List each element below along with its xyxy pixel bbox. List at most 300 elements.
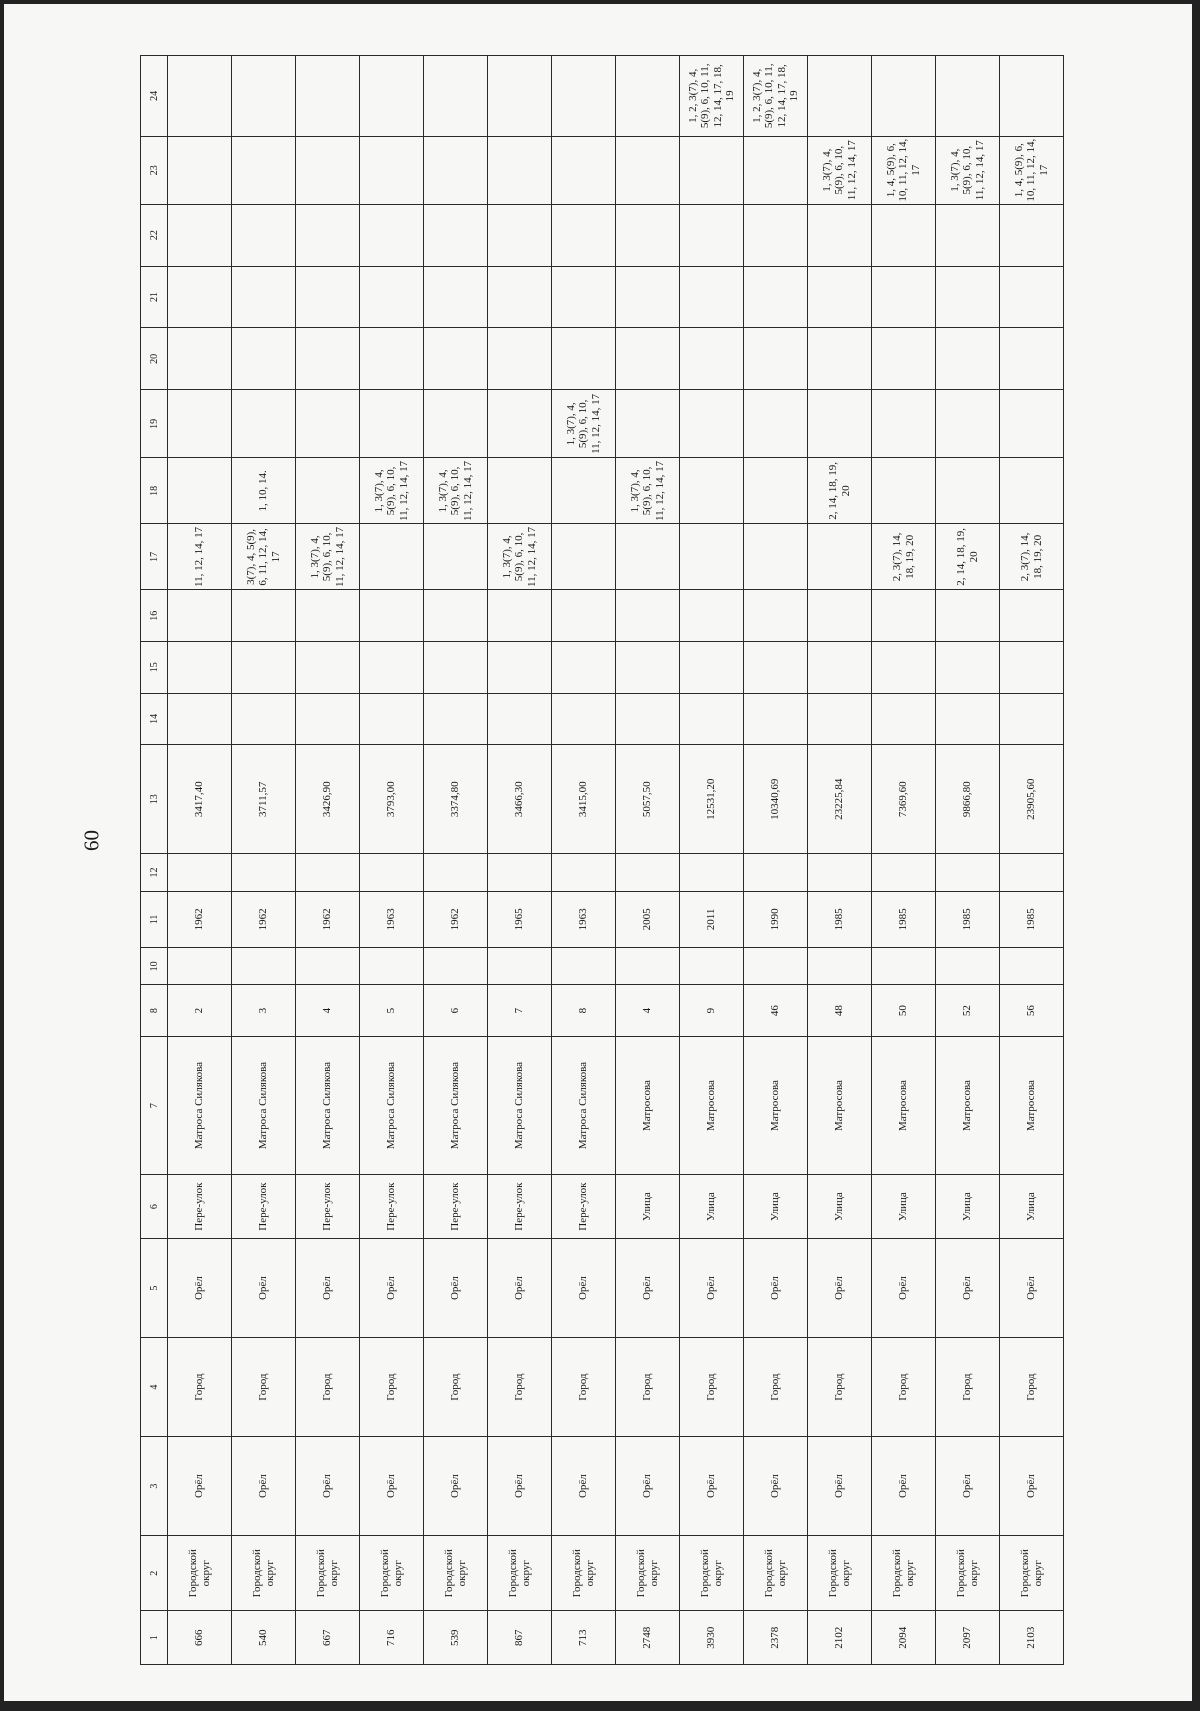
street-cell: Матросова (744, 1036, 808, 1174)
settlement-type-cell: Город (1000, 1338, 1064, 1437)
works-col-17-cell (808, 524, 872, 590)
street-cell: Матроса Силякова (360, 1036, 424, 1174)
column-number: 19 (141, 390, 168, 458)
works-col-18-cell: 2, 14, 18, 19, 20 (808, 458, 872, 524)
record-id: 3930 (680, 1611, 744, 1665)
table-row (232, 56, 296, 1665)
municipality-cell: Орёл (424, 1437, 488, 1536)
year-built-cell: 1963 (552, 891, 616, 948)
empty-cell (744, 328, 808, 390)
empty-cell (680, 948, 744, 985)
district-cell: Городской округ (808, 1536, 872, 1611)
area-cell: 3415,00 (552, 745, 616, 854)
house-number-cell: 9 (680, 985, 744, 1037)
street-type-cell: Улица (808, 1175, 872, 1239)
works-col-17-cell (680, 524, 744, 590)
column-number: 20 (141, 328, 168, 390)
district-cell: Городской округ (872, 1536, 936, 1611)
settlement-cell: Орёл (1000, 1239, 1064, 1338)
house-number-cell: 6 (424, 985, 488, 1037)
empty-cell (872, 266, 936, 328)
municipality-cell: Орёл (680, 1437, 744, 1536)
column-number: 5 (141, 1239, 168, 1338)
column-number: 1 (141, 1611, 168, 1665)
settlement-cell: Орёл (296, 1239, 360, 1338)
works-col-23-cell: 1, 3(7), 4, 5(9), 6, 10, 11, 12, 14, 17 (808, 136, 872, 204)
empty-cell (424, 948, 488, 985)
empty-cell (232, 948, 296, 985)
area-cell: 3417,40 (168, 745, 232, 854)
works-col-17-cell (744, 524, 808, 590)
year-built-cell: 1962 (168, 891, 232, 948)
street-type-cell: Улица (1000, 1175, 1064, 1239)
works-col-24-cell (872, 56, 936, 137)
works-col-18-cell (936, 458, 1000, 524)
year-built-cell: 1963 (360, 891, 424, 948)
table-row (808, 56, 872, 1665)
record-id: 539 (424, 1611, 488, 1665)
empty-cell (744, 641, 808, 693)
empty-cell (360, 590, 424, 642)
street-cell: Матроса Силякова (424, 1036, 488, 1174)
empty-cell (616, 948, 680, 985)
settlement-type-cell: Город (168, 1338, 232, 1437)
empty-cell (616, 590, 680, 642)
empty-cell (232, 590, 296, 642)
table-row (488, 56, 552, 1665)
area-cell: 10340,69 (744, 745, 808, 854)
empty-cell (232, 266, 296, 328)
street-cell: Матросова (872, 1036, 936, 1174)
empty-cell (488, 328, 552, 390)
record-id: 540 (232, 1611, 296, 1665)
year-built-cell: 2011 (680, 891, 744, 948)
works-col-17-cell: 3(7), 4, 5(9), 6, 11, 12, 14, 17 (232, 524, 296, 590)
table-row (872, 56, 936, 1665)
column-number: 16 (141, 590, 168, 642)
works-col-23-cell (488, 136, 552, 204)
empty-cell (552, 204, 616, 266)
table-row (936, 56, 1000, 1665)
record-id: 2748 (616, 1611, 680, 1665)
empty-cell (296, 948, 360, 985)
street-cell: Матросова (936, 1036, 1000, 1174)
year-built-cell: 1965 (488, 891, 552, 948)
works-col-19-cell (680, 390, 744, 458)
works-col-19-cell (616, 390, 680, 458)
empty-cell (872, 204, 936, 266)
empty-cell (360, 328, 424, 390)
settlement-type-cell: Город (872, 1338, 936, 1437)
street-type-cell: Пере-улок (424, 1175, 488, 1239)
empty-cell (424, 328, 488, 390)
works-col-24-cell (552, 56, 616, 137)
empty-cell (424, 266, 488, 328)
works-col-24-cell (296, 56, 360, 137)
empty-cell (872, 854, 936, 891)
empty-cell (616, 641, 680, 693)
works-col-17-cell (360, 524, 424, 590)
municipality-cell: Орёл (872, 1437, 936, 1536)
works-col-19-cell (296, 390, 360, 458)
year-built-cell: 1985 (808, 891, 872, 948)
works-col-19-cell (936, 390, 1000, 458)
house-number-cell: 4 (616, 985, 680, 1037)
area-cell: 5057,50 (616, 745, 680, 854)
empty-cell (872, 693, 936, 745)
works-col-17-cell: 11, 12, 14, 17 (168, 524, 232, 590)
works-col-17-cell (616, 524, 680, 590)
works-col-17-cell: 2, 3(7), 14, 18, 19, 20 (872, 524, 936, 590)
empty-cell (360, 204, 424, 266)
column-number: 21 (141, 266, 168, 328)
record-id: 2103 (1000, 1611, 1064, 1665)
empty-cell (680, 854, 744, 891)
settlement-type-cell: Город (936, 1338, 1000, 1437)
empty-cell (936, 641, 1000, 693)
empty-cell (360, 266, 424, 328)
municipality-cell: Орёл (744, 1437, 808, 1536)
table-row (424, 56, 488, 1665)
empty-cell (808, 266, 872, 328)
empty-cell (488, 266, 552, 328)
house-number-cell: 48 (808, 985, 872, 1037)
settlement-cell: Орёл (616, 1239, 680, 1338)
area-cell: 3426,90 (296, 745, 360, 854)
works-col-24-cell (360, 56, 424, 137)
street-type-cell: Пере-улок (360, 1175, 424, 1239)
settlement-cell: Орёл (680, 1239, 744, 1338)
municipality-cell: Орёл (488, 1437, 552, 1536)
empty-cell (424, 854, 488, 891)
empty-cell (1000, 693, 1064, 745)
works-col-24-cell (808, 56, 872, 137)
empty-cell (488, 948, 552, 985)
area-cell: 3374,80 (424, 745, 488, 854)
column-number: 14 (141, 693, 168, 745)
works-col-19-cell (808, 390, 872, 458)
works-col-17-cell: 1, 3(7), 4, 5(9), 6, 10, 11, 12, 14, 17 (296, 524, 360, 590)
works-col-23-cell (232, 136, 296, 204)
rotated-table-area (140, 55, 1050, 1665)
table-body (168, 56, 1064, 1665)
works-col-17-cell: 2, 14, 18, 19, 20 (936, 524, 1000, 590)
year-built-cell: 1985 (1000, 891, 1064, 948)
empty-cell (360, 693, 424, 745)
record-id: 666 (168, 1611, 232, 1665)
works-col-18-cell (168, 458, 232, 524)
year-built-cell: 1985 (872, 891, 936, 948)
house-number-cell: 4 (296, 985, 360, 1037)
empty-cell (1000, 266, 1064, 328)
street-cell: Матросова (680, 1036, 744, 1174)
settlement-cell: Орёл (424, 1239, 488, 1338)
house-number-cell: 5 (360, 985, 424, 1037)
empty-cell (168, 854, 232, 891)
works-col-19-cell (872, 390, 936, 458)
works-col-23-cell (552, 136, 616, 204)
works-col-18-cell (488, 458, 552, 524)
empty-cell (296, 693, 360, 745)
empty-cell (680, 641, 744, 693)
street-type-cell: Пере-улок (168, 1175, 232, 1239)
area-cell: 3711,57 (232, 745, 296, 854)
column-number: 2 (141, 1536, 168, 1611)
empty-cell (488, 693, 552, 745)
works-col-23-cell (616, 136, 680, 204)
works-col-23-cell: 1, 4, 5(9), 6, 10, 11, 12, 14, 17 (1000, 136, 1064, 204)
empty-cell (232, 854, 296, 891)
street-cell: Матросова (808, 1036, 872, 1174)
empty-cell (296, 266, 360, 328)
empty-cell (936, 854, 1000, 891)
works-col-23-cell (680, 136, 744, 204)
empty-cell (232, 204, 296, 266)
municipality-cell: Орёл (232, 1437, 296, 1536)
empty-cell (424, 693, 488, 745)
works-col-18-cell: 1, 3(7), 4, 5(9), 6, 10, 11, 12, 14, 17 (360, 458, 424, 524)
empty-cell (232, 693, 296, 745)
street-type-cell: Улица (744, 1175, 808, 1239)
municipality-cell: Орёл (360, 1437, 424, 1536)
empty-cell (488, 641, 552, 693)
table-row (552, 56, 616, 1665)
street-type-cell: Пере-улок (232, 1175, 296, 1239)
settlement-cell: Орёл (808, 1239, 872, 1338)
district-cell: Городской округ (616, 1536, 680, 1611)
settlement-cell: Орёл (232, 1239, 296, 1338)
works-col-19-cell (360, 390, 424, 458)
house-number-cell: 3 (232, 985, 296, 1037)
empty-cell (552, 641, 616, 693)
street-cell: Матроса Силякова (488, 1036, 552, 1174)
empty-cell (296, 854, 360, 891)
area-cell: 12531,20 (680, 745, 744, 854)
works-col-18-cell: 1, 3(7), 4, 5(9), 6, 10, 11, 12, 14, 17 (616, 458, 680, 524)
table-row (168, 56, 232, 1665)
works-col-18-cell (552, 458, 616, 524)
year-built-cell: 1985 (936, 891, 1000, 948)
settlement-cell: Орёл (488, 1239, 552, 1338)
works-col-18-cell (1000, 458, 1064, 524)
record-id: 667 (296, 1611, 360, 1665)
district-cell: Городской округ (936, 1536, 1000, 1611)
works-col-24-cell (488, 56, 552, 137)
works-col-19-cell (1000, 390, 1064, 458)
empty-cell (1000, 854, 1064, 891)
empty-cell (424, 641, 488, 693)
works-col-24-cell (616, 56, 680, 137)
district-cell: Городской округ (488, 1536, 552, 1611)
empty-cell (936, 693, 1000, 745)
works-col-19-cell (744, 390, 808, 458)
empty-cell (872, 328, 936, 390)
record-id: 713 (552, 1611, 616, 1665)
municipality-cell: Орёл (1000, 1437, 1064, 1536)
works-col-24-cell (168, 56, 232, 137)
empty-cell (360, 641, 424, 693)
district-cell: Городской округ (424, 1536, 488, 1611)
empty-cell (808, 641, 872, 693)
empty-cell (808, 948, 872, 985)
works-col-18-cell: 1, 10, 14. (232, 458, 296, 524)
empty-cell (744, 693, 808, 745)
house-number-cell: 52 (936, 985, 1000, 1037)
empty-cell (360, 948, 424, 985)
empty-cell (232, 328, 296, 390)
street-cell: Матросова (1000, 1036, 1064, 1174)
works-col-17-cell (552, 524, 616, 590)
settlement-type-cell: Город (552, 1338, 616, 1437)
empty-cell (552, 328, 616, 390)
area-cell: 23225,84 (808, 745, 872, 854)
street-type-cell: Пере-улок (552, 1175, 616, 1239)
house-number-cell: 50 (872, 985, 936, 1037)
empty-cell (680, 204, 744, 266)
works-col-19-cell (488, 390, 552, 458)
street-type-cell: Пере-улок (296, 1175, 360, 1239)
settlement-type-cell: Город (808, 1338, 872, 1437)
area-cell: 7369,60 (872, 745, 936, 854)
house-number-cell: 8 (552, 985, 616, 1037)
settlement-type-cell: Город (744, 1338, 808, 1437)
works-col-23-cell (744, 136, 808, 204)
empty-cell (488, 204, 552, 266)
table-row (296, 56, 360, 1665)
works-col-19-cell (168, 390, 232, 458)
table-row (360, 56, 424, 1665)
empty-cell (616, 693, 680, 745)
district-cell: Городской округ (296, 1536, 360, 1611)
empty-cell (424, 204, 488, 266)
district-cell: Городской округ (1000, 1536, 1064, 1611)
empty-cell (808, 693, 872, 745)
district-cell: Городской округ (168, 1536, 232, 1611)
empty-cell (296, 590, 360, 642)
empty-cell (680, 590, 744, 642)
house-number-cell: 7 (488, 985, 552, 1037)
house-number-cell: 2 (168, 985, 232, 1037)
empty-cell (872, 641, 936, 693)
municipality-cell: Орёл (168, 1437, 232, 1536)
table-row (680, 56, 744, 1665)
empty-cell (616, 266, 680, 328)
area-cell: 3793,00 (360, 745, 424, 854)
works-col-24-cell (1000, 56, 1064, 137)
record-id: 716 (360, 1611, 424, 1665)
street-type-cell: Улица (872, 1175, 936, 1239)
empty-cell (936, 266, 1000, 328)
empty-cell (808, 328, 872, 390)
column-number: 17 (141, 524, 168, 590)
works-col-17-cell: 2, 3(7), 14, 18, 19, 20 (1000, 524, 1064, 590)
column-number: 6 (141, 1175, 168, 1239)
column-number-row (141, 56, 168, 1665)
column-number: 13 (141, 745, 168, 854)
works-col-17-cell (424, 524, 488, 590)
empty-cell (552, 266, 616, 328)
street-type-cell: Улица (616, 1175, 680, 1239)
street-type-cell: Пере-улок (488, 1175, 552, 1239)
works-col-17-cell: 1, 3(7), 4, 5(9), 6, 10, 11, 12, 14, 17 (488, 524, 552, 590)
settlement-type-cell: Город (424, 1338, 488, 1437)
empty-cell (936, 948, 1000, 985)
column-number: 4 (141, 1338, 168, 1437)
district-cell: Городской округ (552, 1536, 616, 1611)
settlement-type-cell: Город (488, 1338, 552, 1437)
empty-cell (168, 693, 232, 745)
empty-cell (680, 693, 744, 745)
street-cell: Матроса Силякова (232, 1036, 296, 1174)
year-built-cell: 1962 (296, 891, 360, 948)
record-id: 2097 (936, 1611, 1000, 1665)
year-built-cell: 1962 (424, 891, 488, 948)
works-col-18-cell (872, 458, 936, 524)
works-col-23-cell: 1, 3(7), 4, 5(9), 6, 10, 11, 12, 14, 17 (936, 136, 1000, 204)
empty-cell (552, 948, 616, 985)
empty-cell (424, 590, 488, 642)
column-number: 12 (141, 854, 168, 891)
rotated-table (140, 55, 1064, 1665)
empty-cell (744, 266, 808, 328)
column-number: 11 (141, 891, 168, 948)
empty-cell (744, 590, 808, 642)
empty-cell (168, 266, 232, 328)
settlement-type-cell: Город (360, 1338, 424, 1437)
empty-cell (488, 590, 552, 642)
empty-cell (1000, 948, 1064, 985)
works-col-19-cell: 1, 3(7), 4, 5(9), 6, 10, 11, 12, 14, 17 (552, 390, 616, 458)
empty-cell (552, 693, 616, 745)
empty-cell (936, 204, 1000, 266)
empty-cell (616, 204, 680, 266)
year-built-cell: 1990 (744, 891, 808, 948)
record-id: 867 (488, 1611, 552, 1665)
street-cell: Матроса Силякова (296, 1036, 360, 1174)
empty-cell (616, 854, 680, 891)
empty-cell (296, 204, 360, 266)
settlement-cell: Орёл (872, 1239, 936, 1338)
works-col-19-cell (424, 390, 488, 458)
empty-cell (1000, 590, 1064, 642)
column-number: 3 (141, 1437, 168, 1536)
year-built-cell: 1962 (232, 891, 296, 948)
empty-cell (232, 641, 296, 693)
works-col-24-cell: 1, 2, 3(7), 4, 5(9), 6, 10, 11, 12, 14, 17, 18, 19 (680, 56, 744, 137)
works-col-24-cell (232, 56, 296, 137)
works-col-24-cell (424, 56, 488, 137)
empty-cell (936, 328, 1000, 390)
area-cell: 23905,60 (1000, 745, 1064, 854)
empty-cell (296, 328, 360, 390)
empty-cell (616, 328, 680, 390)
empty-cell (168, 948, 232, 985)
empty-cell (552, 590, 616, 642)
empty-cell (936, 590, 1000, 642)
works-col-19-cell (232, 390, 296, 458)
empty-cell (1000, 328, 1064, 390)
settlement-cell: Орёл (744, 1239, 808, 1338)
works-col-24-cell: 1, 2, 3(7), 4, 5(9), 6, 10, 11, 12, 14, 17, 18, 19 (744, 56, 808, 137)
settlement-type-cell: Город (680, 1338, 744, 1437)
works-col-23-cell (360, 136, 424, 204)
works-col-23-cell (296, 136, 360, 204)
area-cell: 9866,80 (936, 745, 1000, 854)
column-number: 8 (141, 985, 168, 1037)
empty-cell (168, 641, 232, 693)
district-cell: Городской округ (680, 1536, 744, 1611)
settlement-type-cell: Город (616, 1338, 680, 1437)
